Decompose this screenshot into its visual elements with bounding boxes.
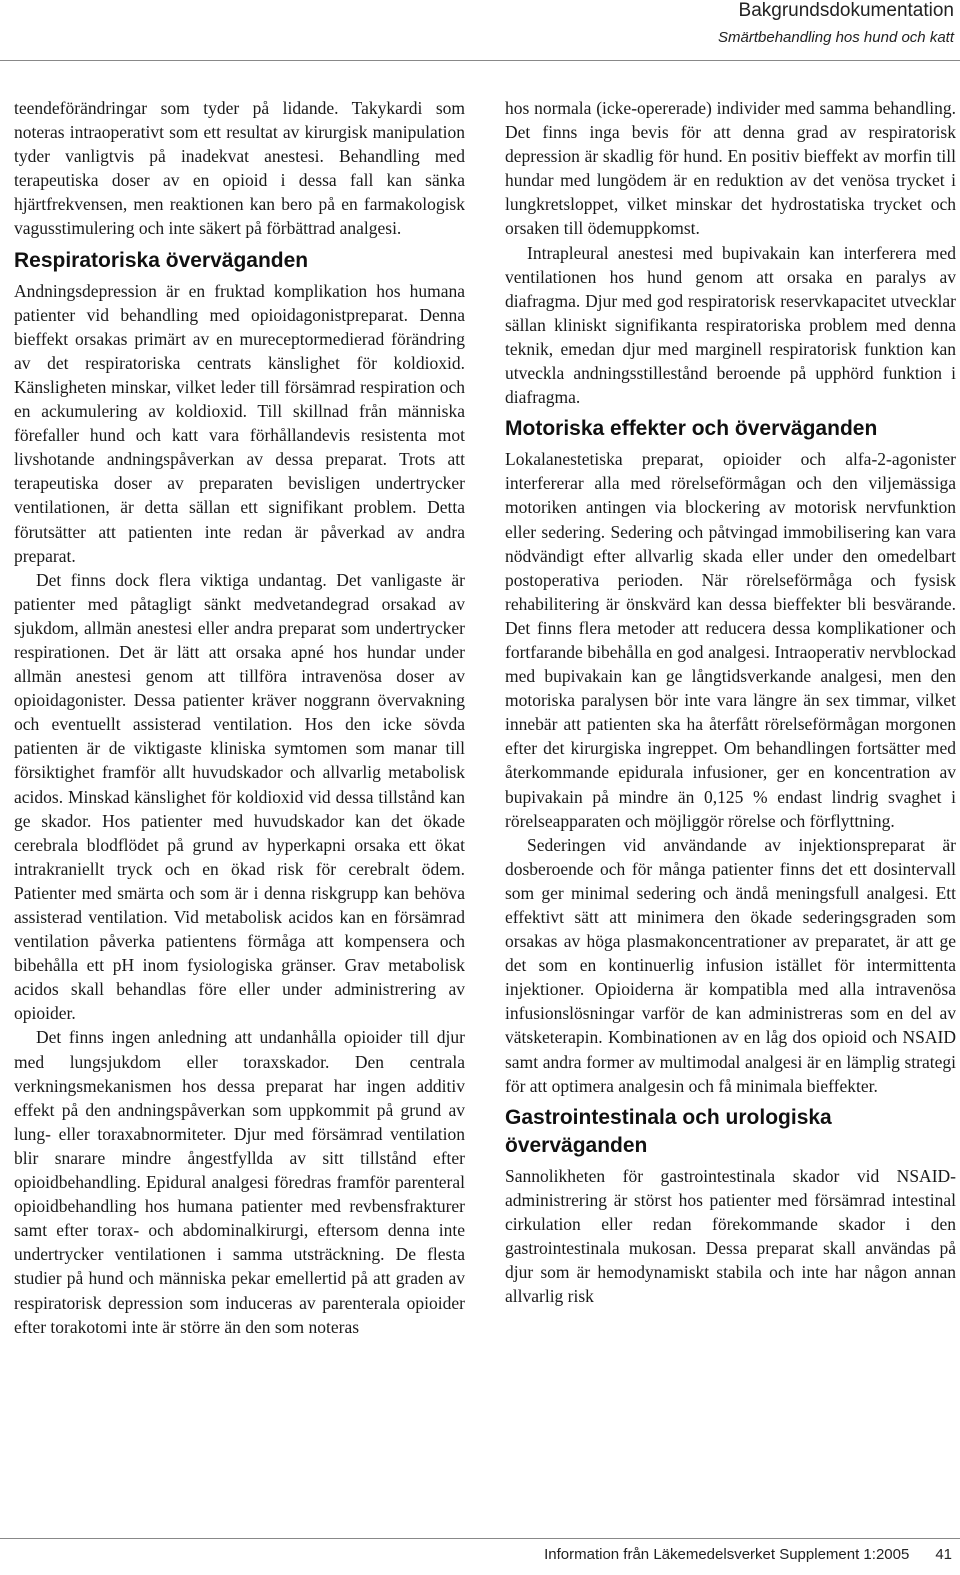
paragraph: Det finns ingen anledning att undanhålla opioider till djur med lungsjukdom eller toraxskador. Den centrala verkningsmekanismen hos dessa preparat har ingen additiv effekt på den andningspåverkan som uppkommit på grund av lung- eller toraxabnormiteter. Djur med försämrad ventilation blir snarare mindre ångestfyllda av sitt tillstånd efter opioidbehandling. Epidural analgesi föredras framför parenteral opioidbehandling hos humana patienter med revbensfrakturer samt efter torax- och abdominalkirurgi, eftersom denna inte undertrycker ventilationen i samma utsträckning. De flesta studier på hund och människa pekar emellertid på att graden av respiratorisk depression som induceras av parenterala opioider efter torakotomi inte är större än den som noteras: [14, 1027, 465, 1337]
right-column: [505, 96, 956, 1308]
paragraph: Det finns dock flera viktiga undantag. Det vanligaste är patienter med påtagligt sänkt medvetandegrad orsakad av sjukdom, allmän anestesi eller andra preparat som undertrycker respirationen. Det är lätt att orsaka apné hos hundar under allmän anestesi genom att tillföra intravenösa doser av opioidagonister. Dessa patienter kräver noggrann övervakning och eventuellt assisterad ventilation. Hos den icke sövda patienten är de viktigaste kliniska symtomen som manar till försiktighet framför allt huvudskador och allvarlig metabolisk acidos. Minskad känslighet för koldioxid vid dessa tillstånd kan ge skador. Hos patienter med huvudskador kan det ökade cerebrala blodflödet på grund av hyperkapni orsaka ett ökat intrakraniellt tryck och en ökad risk för cerebralt ödem. Patienter med smärta och som är i denna riskgrupp kan behöva assisterad ventilation. Vid metabolisk acidos kan en försämrad ventilation påverka patientens förmåga att kompensera och bibehålla ett pH inom fysiologiska gränser. Grav metabolisk acidos skall behandlas före eller under administrering av opioider.: [14, 569, 465, 1024]
header-rule: [0, 60, 960, 61]
page-footer: [544, 1546, 952, 1564]
paragraph: Intrapleural anestesi med bupivakain kan interferera med ventilationen hos hund genom att orsaka en paralys av diafragma. Djur med god respiratorisk reservkapacitet utvecklar sällan kliniskt signifikanta respiratoriska problem med denna teknik, emedan djur med marginell respiratorisk funktion kan utveckla andningsstillestånd beroende på upphörd funktion i diafragma.: [505, 242, 956, 408]
header-subtitle: Smärtbehandling hos hund och katt: [718, 29, 954, 46]
paragraph: teendeförändringar som tyder på lidande. Takykardi som noteras intraoperativt som ett resultat av kirurgisk manipulation tyder vanligtvis på inadekvat anestesi. Behandling med terapeutiska doser av en opioid i dessa fall kan sänka hjärtfrekvensen, men reaktionen kan bero på en farmakologisk vagusstimulering och inte säkert på förbättrad analgesi.: [14, 98, 465, 239]
section-heading-motor: Motoriska effekter och överväganden: [505, 417, 878, 441]
paragraph: hos normala (icke-opererade) individer med samma behandling. Det finns inga bevis för att denna grad av respiratorisk depression är skadlig för hund. En positiv bieffekt av morfin till hundar med lungödem är en reduktion av det venösa trycket i lungkretsloppet, vilket minskar det hydrostatiska trycket och orsaken till ödemuppkomst.: [505, 98, 956, 239]
header-title: Bakgrundsdokumentation: [738, 0, 954, 21]
paragraph: Sederingen vid användande av injektionspreparat är dosberoende och för många patienter finns det ett dosintervall som ger minimal sedering och ändå meningsfull analgesi. Ett effektivt sätt att minimera den ökade sederingsgraden som orsakas av höga plasmakoncentrationer av preparatet, är att ge det som en kontinuerlig infusion istället för intermittenta injektioner. Opioiderna är kompatibla med alla intravenösa infusionslösningar varför de kan administreras som en del av vätsketerapin. Kombinationen av en låg dos opioid och NSAID samt andra former av multimodal analgesi är en lämplig strategi för att optimera analgesin och få minimala bieffekter.: [505, 834, 956, 1096]
footer-publication: Information från Läkemedelsverket Supplement 1:2005: [544, 1546, 910, 1563]
paragraph: Andningsdepression är en fruktad komplikation hos humana patienter vid behandling med opioidagonistpreparat. Denna bieffekt orsakas primärt av en mureceptormedierad förändring av det respiratoriska centrats känslighet för koldioxid. Känsligheten minskar, vilket leder till försämrad respiration och en ackumulering av koldioxid. Till skillnad från människa förefaller hund och katt vara förhållandevis resistenta mot livshotande andningspåverkan av dessa preparat. Trots att terapeutiska doser av preparaten bevisligen undertrycker ventilationen, är detta sällan ett signifikant problem. Detta förutsätter att patienten inte redan är påverkad av andra preparat.: [14, 280, 465, 566]
section-heading-respiratory: Respiratoriska överväganden: [14, 248, 309, 272]
paragraph: Sannolikheten för gastrointestinala skador vid NSAID-administrering är störst hos patienter med försämrad intestinal cirkulation eller redan förekommande skador i den gastrointestinala mukosan. Dessa preparat skall användas på djur som är hemodynamiskt stabila och inte har någon annan allvarlig risk: [505, 1165, 956, 1307]
left-column: [14, 96, 465, 1339]
footer-rule: [0, 1538, 960, 1539]
paragraph: Lokalanestetiska preparat, opioider och alfa-2-agonister interfererar alla med rörelseförmågan och den viljemässiga motoriken antingen via blockering av motorisk nervfunktion eller sedering. Sedering och påtvingad immobilisering kan vara nödvändigt efter allvarlig skada eller under den omedelbart postoperativa perioden. När rörelseförmåga och fysisk rehabilitering är önskvärd kan dessa bieffekter bli besvärande. Det finns flera metoder att reducera dessa komplikationer och fortfarande bibehålla en god analgesi. Intraoperativ nervblockad med bupivakain kan ge långtidsverkande analgesi, men den motoriska paralysen bör inte vara längre än sex timmar, vilket innebär att patienten ska ha återfått rörelseförmågan morgonen efter det kirurgiska ingreppet. Om behandlingen fortsätter med återkommande epidurala infusioner, ger en koncentration av bupivakain på mindre än 0,125 % endast lindrig svaghet i rörelseapparaten och möjliggör rörelse och förflyttning.: [505, 449, 956, 831]
section-heading-gastro: Gastrointestinala och urologiska överväganden: [505, 1105, 832, 1157]
running-header: [718, 0, 954, 48]
page-number: 41: [935, 1546, 952, 1563]
